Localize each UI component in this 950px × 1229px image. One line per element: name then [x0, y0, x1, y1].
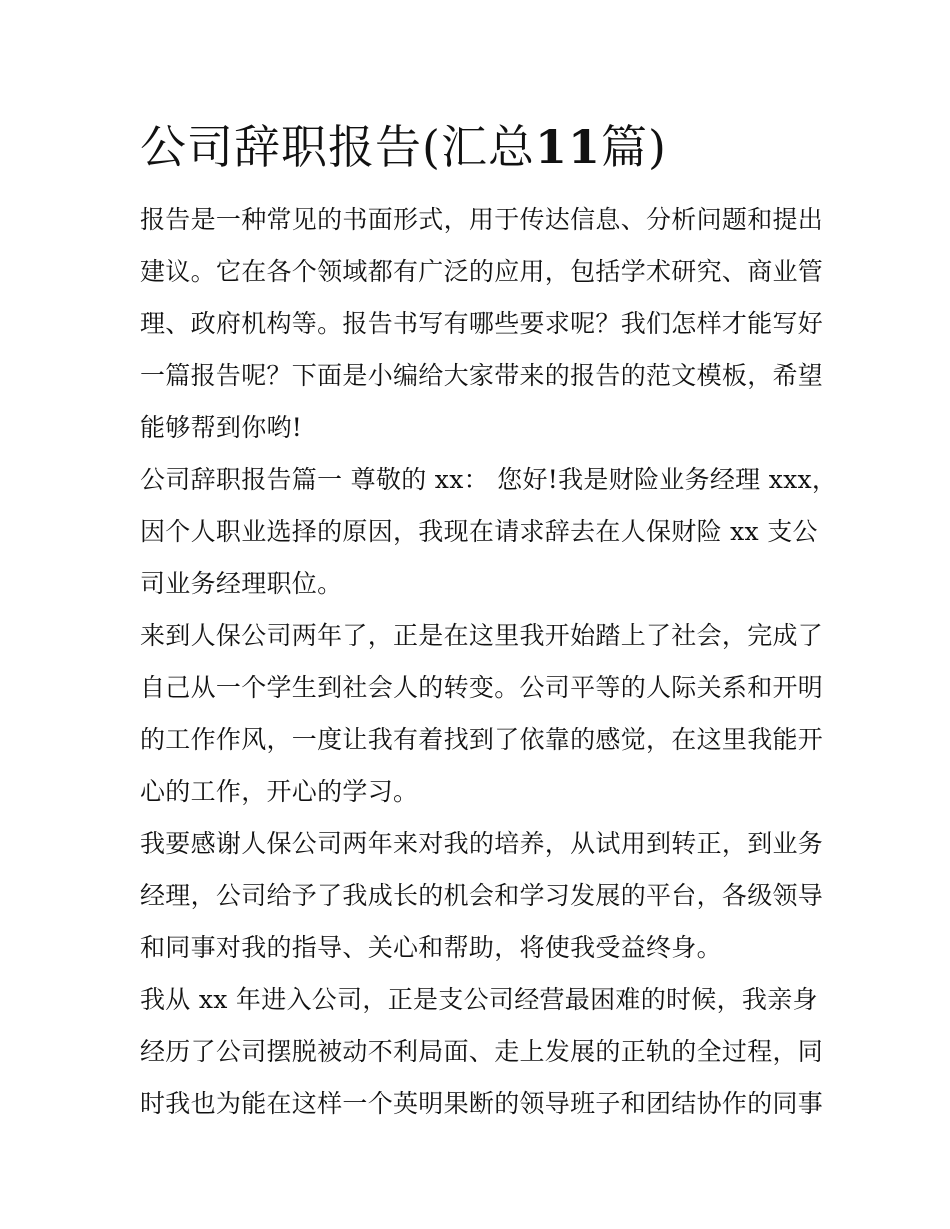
body-paragraph: [140, 610, 824, 818]
text-line: 一篇报告呢？下面是小编给大家带来的报告的范文模板，希望: [140, 361, 824, 390]
text-line: 我从 xx 年进入公司，正是支公司经营最困难的时候，我亲身: [140, 985, 818, 1014]
text-line: 经历了公司摆脱被动不利局面、走上发展的正轨的全过程，同: [140, 1037, 824, 1066]
text-line: 自己从一个学生到社会人的转变。公司平等的人际关系和开明: [140, 673, 824, 702]
text-line: 因个人职业选择的原因，我现在请求辞去在人保财险 xx 支公: [140, 517, 818, 546]
text-line: 时我也为能在这样一个英明果断的领导班子和团结协作的同事: [140, 1089, 824, 1118]
title-text: 公司辞职报告(汇总: [140, 120, 535, 174]
document-body: [140, 194, 838, 1130]
text-line: 来到人保公司两年了，正是在这里我开始踏上了社会，完成了: [140, 621, 824, 650]
text-line: 我要感谢人保公司两年来对我的培养，从试用到转正，到业务: [140, 829, 824, 858]
text-line: 心的工作，开心的学习。: [140, 777, 419, 806]
title-suffix: 篇): [600, 120, 667, 174]
letter-heading-paragraph: [140, 454, 838, 610]
text-line: 的工作作风，一度让我有着找到了依靠的感觉，在这里我能开: [140, 725, 824, 754]
text-line: 理、政府机构等。报告书写有哪些要求呢？我们怎样才能写好: [140, 309, 824, 338]
text-line: 司业务经理职位。: [140, 569, 343, 598]
intro-paragraph: [140, 194, 824, 454]
text-line: 和同事对我的指导、关心和帮助，将使我受益终身。: [140, 933, 722, 962]
text-line: 建议。它在各个领域都有广泛的应用，包括学术研究、商业管: [140, 257, 824, 286]
title-number: 11: [534, 120, 601, 174]
text-line: 公司辞职报告篇一 尊敬的 xx： 您好!我是财险业务经理 xxx，: [140, 465, 838, 494]
document-title: [140, 112, 840, 182]
body-paragraph: [140, 818, 824, 974]
body-paragraph: [140, 974, 824, 1130]
text-line: 经理，公司给予了我成长的机会和学习发展的平台，各级领导: [140, 881, 824, 910]
text-line: 能够帮到你哟!: [140, 413, 303, 442]
text-line: 报告是一种常见的书面形式，用于传达信息、分析问题和提出: [140, 205, 824, 234]
